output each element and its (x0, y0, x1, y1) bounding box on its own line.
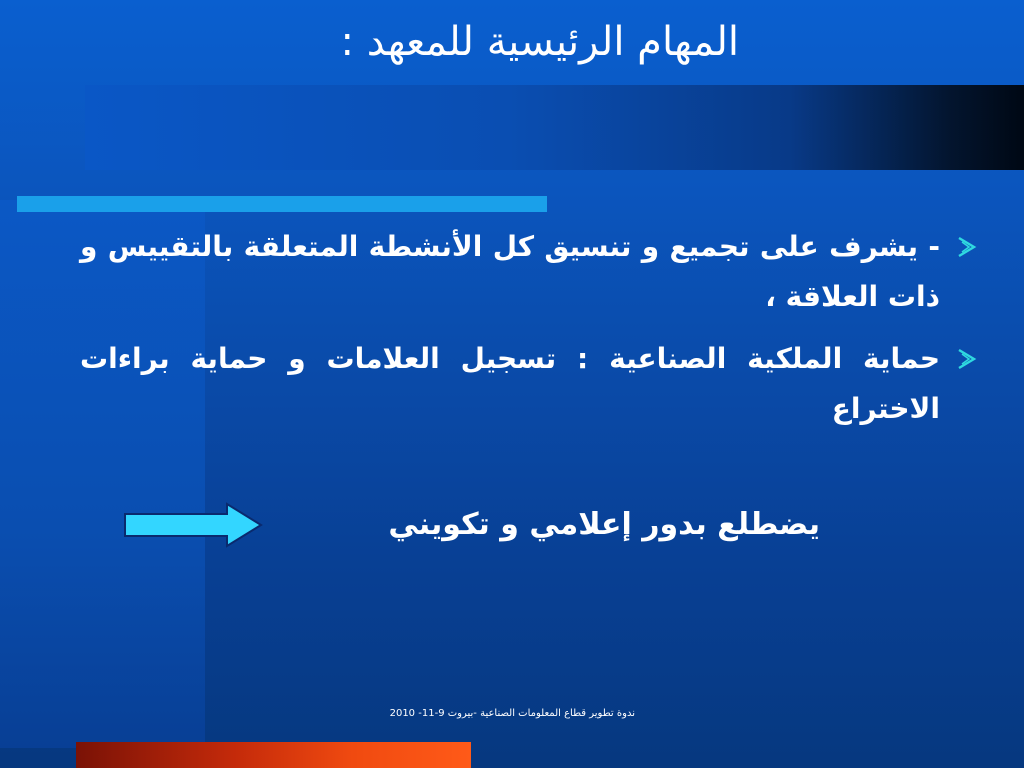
bullet-text: - يشرف على تجميع و تنسيق كل الأنشطة المتعلقة بالتقييس و ذات العلاقة ، (80, 230, 940, 313)
chevron-right-icon (954, 234, 980, 260)
footer-text: ندوة تطوير قطاع المعلومات الصناعية -بيروت 9-11- 2010 (389, 708, 635, 719)
bullet-list (80, 222, 940, 446)
chevron-right-icon (954, 346, 980, 372)
right-arrow-icon (123, 502, 263, 548)
bullet-item (80, 334, 940, 434)
top-decorative-band (85, 85, 1024, 170)
bullet-item (80, 222, 940, 322)
accent-bar (17, 196, 547, 212)
bottom-decorative-bar (76, 742, 471, 768)
bullet-text: حماية الملكية الصناعية : تسجيل العلامات و حماية براءات الاختراع (80, 342, 940, 425)
highlight-text: يضطلع بدور إعلامي و تكويني (388, 507, 820, 542)
slide-title: المهام الرئيسية للمعهد : (340, 19, 739, 65)
